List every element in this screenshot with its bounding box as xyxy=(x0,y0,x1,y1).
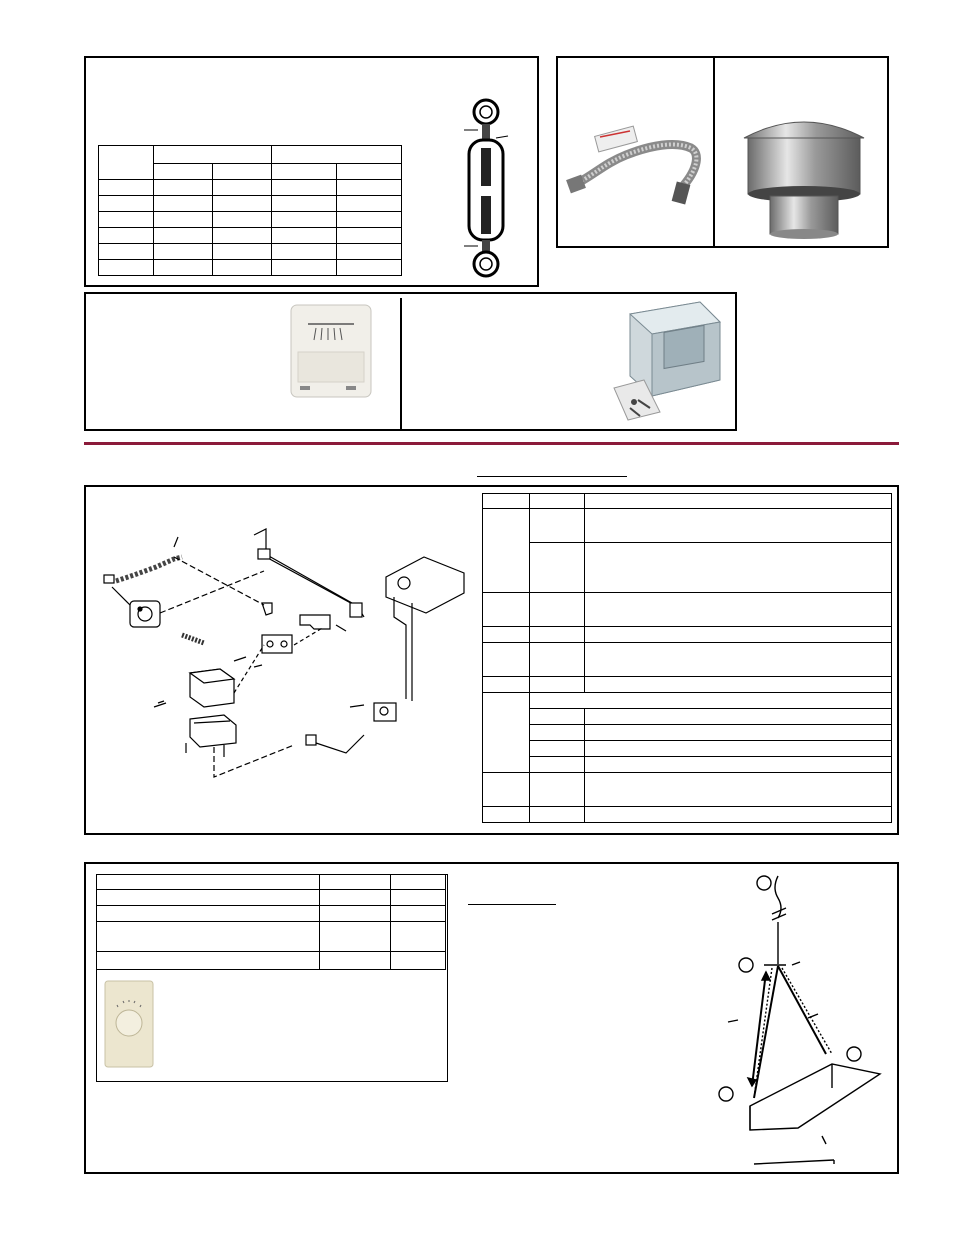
table-row xyxy=(483,773,892,807)
table-row xyxy=(483,725,892,741)
heading-underline xyxy=(477,476,627,477)
thermostat-panel xyxy=(84,292,737,431)
accessory-photos-panel xyxy=(556,56,889,248)
table-header-cell xyxy=(337,164,402,180)
table-row xyxy=(483,693,892,709)
table-row xyxy=(99,212,402,228)
parts-table xyxy=(482,493,892,823)
turnbuckle-table xyxy=(98,145,402,276)
table-row xyxy=(483,543,892,593)
spec-box xyxy=(96,874,448,1082)
table-row xyxy=(99,228,402,244)
gas-connector-photo xyxy=(566,113,708,208)
table-row xyxy=(99,196,402,212)
hanging-heater-illustration xyxy=(714,868,894,1170)
parts-panel xyxy=(84,485,899,835)
table-row xyxy=(97,952,446,970)
subheading-underline xyxy=(468,904,556,905)
table-row xyxy=(483,593,892,627)
table-row xyxy=(483,643,892,677)
table-row xyxy=(483,757,892,773)
table-header-cell xyxy=(272,146,402,164)
section-heading xyxy=(477,462,627,476)
table-row xyxy=(99,260,402,276)
table-header-cell xyxy=(154,164,213,180)
table-row xyxy=(97,875,446,890)
table-header-cell xyxy=(99,146,154,180)
table-row xyxy=(99,180,402,196)
table-header-cell xyxy=(272,164,337,180)
exploded-parts-diagram xyxy=(94,517,474,817)
table-row xyxy=(483,807,892,823)
table-row xyxy=(97,890,446,906)
table-header-cell xyxy=(154,146,272,164)
thermostat-guard-photo xyxy=(610,296,726,428)
table-row xyxy=(483,741,892,757)
turnbuckle-panel xyxy=(84,56,539,287)
table-row xyxy=(483,677,892,693)
dial-control-photo xyxy=(103,979,155,1071)
table-row xyxy=(97,906,446,922)
vent-cap-photo xyxy=(734,110,874,242)
turnbuckle-illustration xyxy=(456,96,516,281)
thermostat-photo xyxy=(288,302,376,402)
bottom-panel xyxy=(84,862,899,1174)
spec-table xyxy=(96,874,446,970)
table-row xyxy=(483,627,892,643)
table-row xyxy=(483,494,892,509)
table-row xyxy=(483,709,892,725)
table-header-cell xyxy=(213,164,272,180)
table-row xyxy=(483,509,892,543)
table-row xyxy=(99,244,402,260)
table-row xyxy=(97,922,446,952)
section-divider xyxy=(84,442,899,445)
